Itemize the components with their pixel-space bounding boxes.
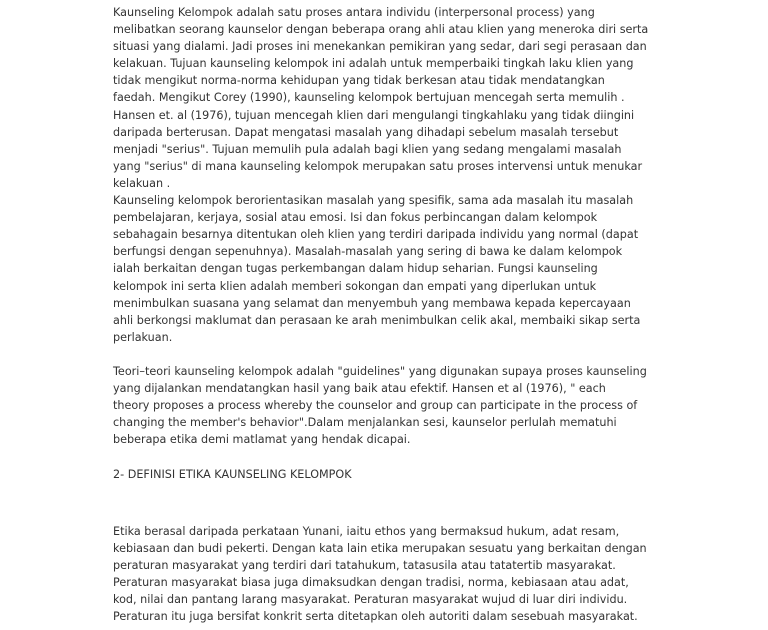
- paragraph-spacer: [113, 500, 658, 517]
- paragraph-etika-definition: [113, 523, 658, 626]
- text-line: Kaunseling kelompok berorientasikan masalah yang spesifik, sama ada masalah itu masalah: [113, 194, 634, 208]
- text-line: yang "serius" di mana kaunseling kelompok merupakan satu proses intervensi untuk menukar: [113, 159, 643, 173]
- text-line: kelompok ini serta klien adalah memberi sokongan dan empati yang diperlukan untuk: [113, 279, 597, 293]
- text-line: ialah berkaitan dengan tugas perkembangan dalam hidup seharian. Fungsi kaunseling: [113, 262, 598, 276]
- paragraph-spacer: [113, 483, 658, 500]
- text-line: kelakuan. Tujuan kaunseling kelompok ini adalah untuk memperbaiki tingkah laku klien yang: [113, 57, 634, 71]
- text-line: perlakuan.: [113, 330, 173, 344]
- text-line: berfungsi dengan sepenuhnya). Masalah-masalah yang sering di bawa ke dalam kelompok: [113, 245, 623, 259]
- text-line: beberapa etika demi matlamat yang hendak dicapai.: [113, 433, 411, 447]
- text-line: menjadi "serius". Tujuan memulih pula adalah bagi klien yang sedang mengalami masalah: [113, 142, 622, 156]
- text-line: menimbulkan suasana yang selamat dan menyembuh yang membawa kepada kepercayaan: [113, 296, 631, 310]
- text-line: yang dijalankan mendatangkan hasil yang baik atau efektif. Hansen et al (1976), " each: [113, 382, 606, 396]
- text-line: theory proposes a process whereby the counselor and group can participate in the process of: [113, 399, 638, 413]
- text-line: ahli berkongsi maklumat dan perasaan ke arah menimbulkan celik akal, membaiki sikap serta: [113, 313, 641, 327]
- paragraph-spacer: [113, 346, 658, 363]
- document-body: [113, 4, 658, 625]
- text-line: Kaunseling Kelompok adalah satu proses antara individu (interpersonal process) yang: [113, 6, 595, 19]
- text-line: Hansen et. al (1976), tujuan mencegah klien dari mengulangi tingkahlaku yang tidak diingini: [113, 108, 635, 122]
- paragraph-problem-orientation: [113, 192, 658, 346]
- paragraph-teori-kaunseling: [113, 363, 658, 448]
- text-line: kebiasaan dan budi pekerti. Dengan kata lain etika merupakan sesuatu yang berkaitan dengan: [113, 541, 647, 555]
- text-line: Teori–teori kaunseling kelompok adalah "guidelines" yang digunakan supaya proses kaunseling: [113, 364, 647, 378]
- text-line: tidak mengikut norma-norma kehidupan yang tidak berkesan atau tidak mendatangkan: [113, 74, 605, 88]
- text-line: Peraturan itu juga bersifat konkrit serta ditetapkan oleh autoriti dalam sesebuah masyarakat.: [113, 610, 638, 624]
- section-heading: 2- DEFINISI ETIKA KAUNSELING KELOMPOK: [113, 467, 352, 481]
- text-line: situasi yang dialami. Jadi proses ini menekankan pemikiran yang sedar, dari segi perasaan dan: [113, 40, 647, 54]
- text-line: Etika berasal daripada perkataan Yunani, iaitu ethos yang bermaksud hukum, adat resam,: [113, 524, 620, 538]
- text-line: daripada berterusan. Dapat mengatasi masalah yang dihadapi sebelum masalah tersebut: [113, 125, 619, 139]
- text-line: Peraturan masyarakat biasa juga dimaksudkan dengan tradisi, norma, kebiasaan atau adat,: [113, 576, 629, 590]
- paragraph-spacer: [113, 448, 658, 465]
- text-line: sebahagain besarnya ditentukan oleh klien yang terdiri daripada individu yang normal (dapat: [113, 228, 639, 242]
- text-line: changing the member's behavior".Dalam menjalankan sesi, kaunselor perlulah mematuhi: [113, 416, 617, 430]
- text-line: melibatkan seorang kaunselor dengan beberapa orang ahli atau klien yang meneroka diri serta: [113, 23, 649, 37]
- text-line: faedah. Mengikut Corey (1990), kaunseling kelompok bertujuan mencegah serta memulih .: [113, 91, 625, 105]
- paragraph-kaunseling-kelompok-definition: [113, 4, 658, 192]
- text-line: pembelajaran, kerjaya, sosial atau emosi. Isi dan fokus perbincangan dalam kelompok: [113, 211, 598, 225]
- text-line: kod, nilai dan pantang larang masyarakat. Peraturan masyarakat wujud di luar diri individu.: [113, 593, 628, 607]
- text-line: peraturan masyarakat yang terdiri dari tatahukum, tatasusila atau tatatertib masyarakat.: [113, 559, 616, 572]
- text-line: kelakuan .: [113, 176, 171, 190]
